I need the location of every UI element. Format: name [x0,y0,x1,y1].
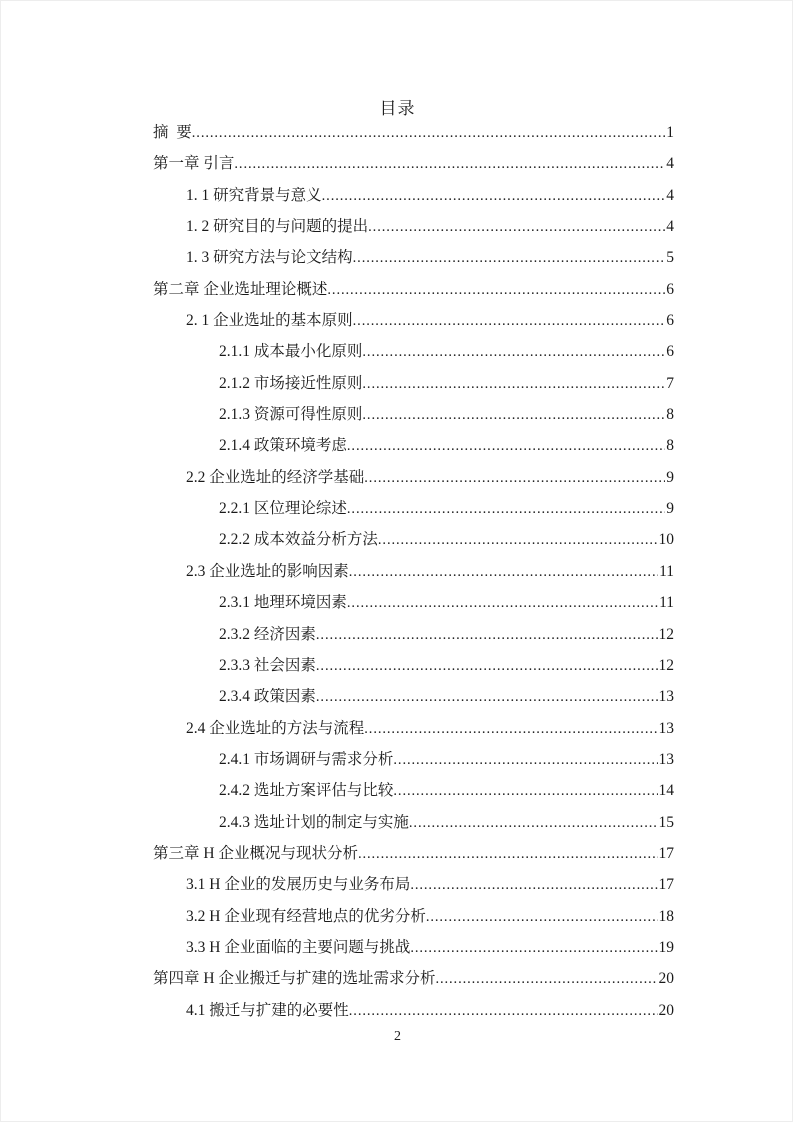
toc-dot-leader [378,524,658,556]
toc-entry[interactable] [153,932,674,963]
toc-entry[interactable] [153,807,674,838]
toc-entry-label: 2.1.3 资源可得性原则 [219,406,363,424]
toc-entry-label: 摘 要 [153,124,192,141]
toc-dot-leader [347,493,665,525]
toc-entry-label: 第三章 H 企业概况与现状分析 [153,844,358,862]
toc-dot-leader [347,587,658,619]
toc-entry-page-number: 4 [666,155,674,173]
toc-dot-leader [347,430,665,462]
toc-entry-page-number: 4 [666,186,674,204]
toc-dot-leader [362,368,665,400]
toc-dot-leader [192,117,665,149]
toc-dot-leader [322,180,666,212]
toc-entry-label: 3.3 H 企业面临的主要问题与挑战 [186,938,411,956]
toc-entry-page-number: 5 [666,249,674,267]
toc-entry[interactable] [153,462,674,493]
toc-entry-page-number: 15 [658,813,674,831]
toc-entry-label: 第四章 H 企业搬迁与扩建的选址需求分析 [153,970,436,988]
toc-entry[interactable] [153,368,674,399]
toc-dot-leader [316,681,658,713]
toc-entry-label: 2.1.1 成本最小化原则 [219,343,363,361]
toc-entry-label: 2.4.1 市场调研与需求分析 [219,750,394,768]
toc-entry-page-number: 17 [658,844,674,862]
toc-entry[interactable] [153,556,674,587]
toc-entry-label: 2.2.2 成本效益分析方法 [219,531,378,549]
toc-entry[interactable] [153,963,674,994]
toc-entry[interactable] [153,336,674,367]
toc-entry-page-number: 8 [666,437,674,455]
toc-entry-page-number: 1 [666,124,674,141]
toc-entry-page-number: 13 [658,688,674,706]
toc-entry[interactable] [153,869,674,900]
toc-entry[interactable] [153,744,674,775]
toc-dot-leader [368,211,665,243]
toc-entry[interactable] [153,713,674,744]
toc-entry[interactable] [153,117,674,148]
toc-entry-page-number: 20 [658,1001,674,1019]
toc-dot-leader [393,775,657,807]
toc-entry-label: 第一章 引言 [153,155,235,173]
toc-entry-label: 2.3.2 经济因素 [219,625,316,643]
toc-entry[interactable] [153,995,674,1026]
toc-entry[interactable] [153,430,674,461]
toc-entry[interactable] [153,180,674,211]
toc-dot-leader [362,399,665,431]
toc-entry[interactable] [153,399,674,430]
toc-dot-leader [349,995,658,1027]
toc-entry-label: 2.1.4 政策环境考虑 [219,437,347,455]
toc-entry-page-number: 13 [658,750,674,768]
toc-entry[interactable] [153,681,674,712]
toc-entry-label: 2.4 企业选址的方法与流程 [186,719,365,737]
toc-entry-page-number: 4 [666,218,674,236]
toc-entry-label: 2.1.2 市场接近性原则 [219,374,363,392]
toc-entry-page-number: 12 [658,625,674,643]
toc-entry-page-number: 10 [658,531,674,549]
toc-entry-page-number: 19 [658,938,674,956]
toc-entry-label: 2.2.1 区位理论综述 [219,500,347,518]
toc-entry-label: 2.4.2 选址方案评估与比较 [219,782,394,800]
toc-entry-page-number: 9 [666,500,674,518]
toc-entry-label: 2.3.4 政策因素 [219,688,316,706]
toc-entry-label: 第二章 企业选址理论概述 [153,280,328,298]
toc-entry-label: 2.3 企业选址的影响因素 [186,562,349,580]
toc-dot-leader [364,462,665,494]
toc-entry[interactable] [153,838,674,869]
toc-entry-page-number: 6 [666,343,674,361]
toc-entry[interactable] [153,587,674,618]
toc-entry-label: 2.3.1 地理环境因素 [219,594,347,612]
toc-entry[interactable] [153,524,674,555]
toc-dot-leader [435,963,657,995]
toc-entry-page-number: 11 [659,562,674,580]
toc-entry[interactable] [153,305,674,336]
toc-dot-leader [349,556,658,588]
toc-list [153,117,674,1026]
toc-entry-label: 3.1 H 企业的发展历史与业务布局 [186,876,411,894]
toc-dot-leader [393,744,657,776]
toc-dot-leader [353,305,666,337]
toc-dot-leader [362,336,665,368]
footer-page-number: 2 [394,1029,401,1044]
toc-entry-page-number: 9 [666,468,674,486]
toc-dot-leader [316,619,658,651]
toc-entry-label: 2.3.3 社会因素 [219,656,316,674]
toc-entry-label: 2.2 企业选址的经济学基础 [186,468,365,486]
toc-dot-leader [353,242,666,274]
toc-dot-leader [409,807,658,839]
toc-entry-label: 1. 2 研究目的与问题的提出 [186,218,369,236]
toc-dot-leader [358,838,658,870]
toc-entry-page-number: 6 [666,312,674,330]
toc-entry[interactable] [153,650,674,681]
toc-entry-page-number: 8 [666,406,674,424]
toc-entry-page-number: 14 [658,782,674,800]
toc-entry[interactable] [153,493,674,524]
toc-entry-page-number: 18 [658,907,674,925]
toc-dot-leader [234,148,665,180]
toc-entry-label: 2.4.3 选址计划的制定与实施 [219,813,409,831]
toc-entry-label: 1. 3 研究方法与论文结构 [186,249,353,267]
toc-entry[interactable] [153,211,674,242]
toc-entry-page-number: 7 [666,374,674,392]
toc-dot-leader [410,932,657,964]
toc-entry-page-number: 6 [666,280,674,298]
toc-entry-label: 4.1 搬迁与扩建的必要性 [186,1001,349,1019]
toc-dot-leader [426,901,658,933]
toc-entry-label: 2. 1 企业选址的基本原则 [186,312,353,330]
toc-entry[interactable] [153,148,674,179]
toc-entry[interactable] [153,901,674,932]
toc-dot-leader [327,274,665,306]
toc-dot-leader [316,650,658,682]
toc-title: 目录 [379,99,416,118]
toc-entry[interactable] [153,775,674,806]
toc-entry-page-number: 11 [659,594,674,612]
toc-entry-label: 3.2 H 企业现有经营地点的优劣分析 [186,907,426,925]
toc-entry-label: 1. 1 研究背景与意义 [186,186,322,204]
toc-entry-page-number: 13 [658,719,674,737]
toc-entry-page-number: 12 [658,656,674,674]
toc-entry[interactable] [153,274,674,305]
toc-dot-leader [364,713,657,745]
toc-entry[interactable] [153,619,674,650]
toc-entry[interactable] [153,242,674,273]
toc-dot-leader [410,869,657,901]
toc-entry-page-number: 17 [658,876,674,894]
toc-entry-page-number: 20 [658,970,674,988]
